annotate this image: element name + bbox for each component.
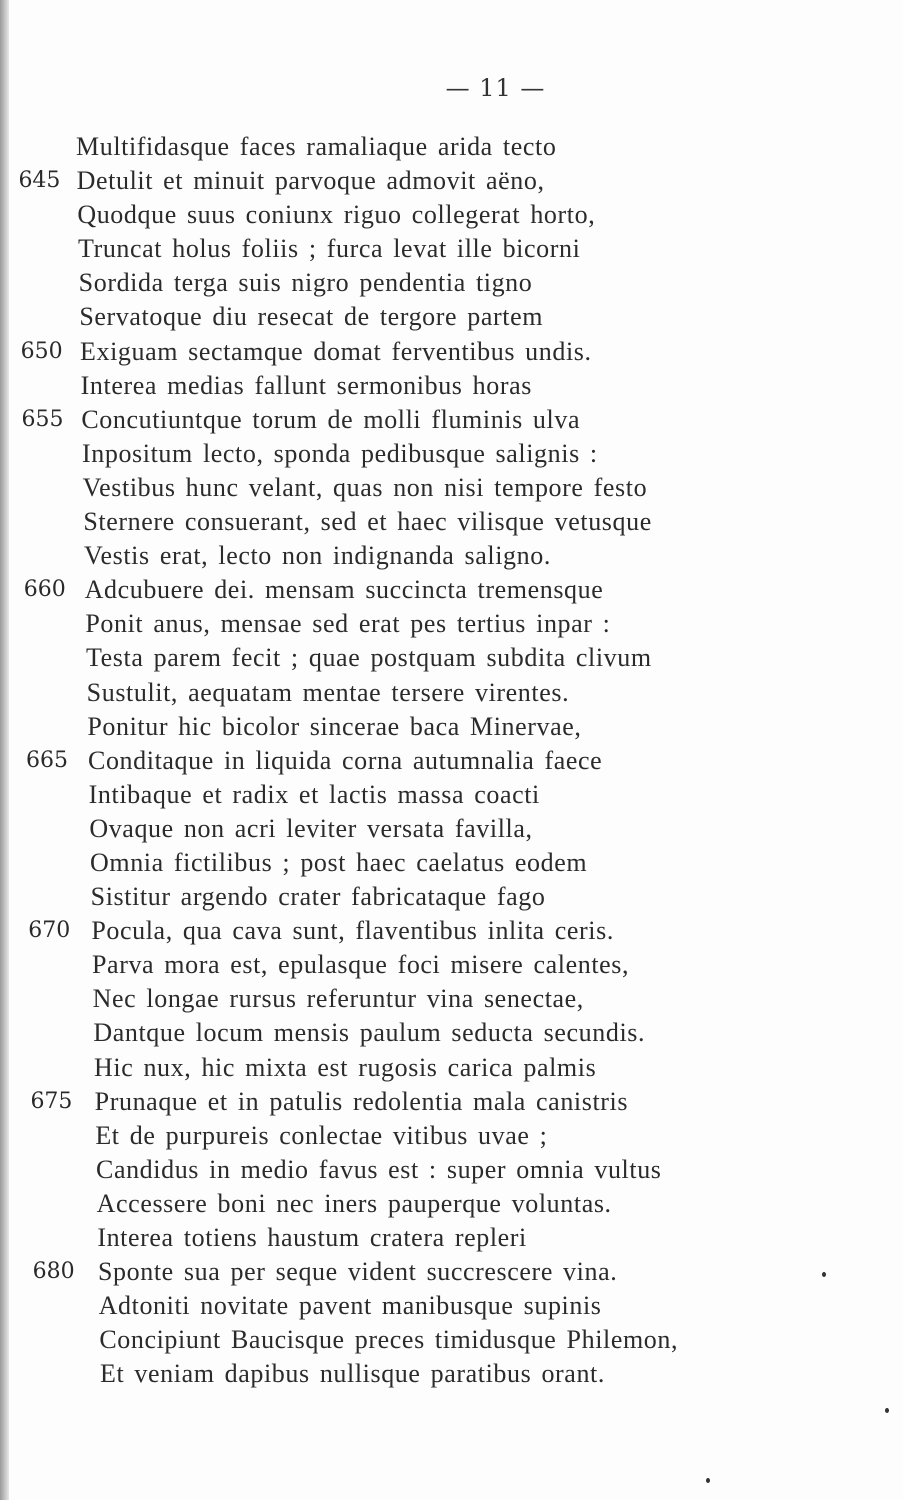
verse-line <box>18 710 878 744</box>
verse-line <box>18 982 878 1016</box>
verse-line <box>18 300 878 334</box>
verse-text: Multifidasque faces ramaliaque arida tecto <box>76 132 557 161</box>
verse-text: Pocula, qua cava sunt, flaventibus inlita ceris. <box>91 916 614 946</box>
verse-text: Sustulit, aequatam mentae tersere virentes. <box>86 677 570 707</box>
verse-line <box>18 1255 878 1289</box>
verse-text: Exiguam sectamque domat ferventibus undis. <box>80 336 592 366</box>
verse-text: Prunaque et in patulis redolentia mala canistris <box>94 1086 629 1116</box>
verse-line <box>18 573 878 607</box>
verse-text: Ponit anus, mensae sed erat pes tertius inpar : <box>85 609 611 639</box>
verse-line <box>18 1221 878 1255</box>
line-number: 665 <box>26 747 68 773</box>
verse-text: Et veniam dapibus nullisque paratibus orant. <box>100 1359 605 1389</box>
verse-text: Sistitur argendo crater fabricataque fago <box>90 882 546 912</box>
verse-text: Detulit et minuit parvoque admovit aëno, <box>76 166 545 196</box>
verse-text: Quodque suus coniunx riguo collegerat horto, <box>77 200 596 230</box>
verse-line <box>18 539 878 573</box>
verse-line <box>18 505 878 539</box>
verse-line <box>18 198 878 232</box>
verse-line <box>18 676 878 710</box>
verse-line <box>18 914 878 948</box>
verse-text: Sordida terga suis nigro pendentia tigno <box>78 268 533 298</box>
verse-text: Candidus in medio favus est : super omnia vultus <box>96 1154 662 1184</box>
scan-speck <box>885 1408 889 1413</box>
verse-text: Nec longae rursus referuntur vina senectae, <box>92 984 584 1014</box>
verse-text: Concutiuntque torum de molli fluminis ulva <box>81 404 581 434</box>
verse-line <box>18 1016 878 1050</box>
verse-text: Adtoniti novitate pavent manibusque supinis <box>98 1291 602 1321</box>
verse-line <box>18 1085 878 1119</box>
verse-text: Intibaque et radix et lactis massa coacti <box>88 779 540 809</box>
verse-line <box>18 1153 878 1187</box>
verse-text: Accessere boni nec iners pauperque voluntas. <box>96 1188 612 1218</box>
verse-line <box>18 880 878 914</box>
line-number: 650 <box>20 338 63 364</box>
verse-line <box>18 1357 878 1391</box>
page-number: — 11 — <box>445 74 546 102</box>
verse-line <box>18 232 878 266</box>
verse-line <box>18 335 878 369</box>
verse-text: Hic nux, hic mixta est rugosis carica palmis <box>94 1052 597 1082</box>
verse-text: Testa parem fecit ; quae postquam subdita clivum <box>86 643 652 673</box>
scan-speck <box>706 1478 710 1483</box>
verse-text: Et de purpureis conlectae vitibus uvae ; <box>95 1120 548 1150</box>
verse-line <box>18 266 878 300</box>
scan-speck <box>822 1272 826 1277</box>
verse-text: Sternere consuerant, sed et haec vilisque vetusque <box>83 507 652 537</box>
verse-line <box>18 846 878 880</box>
verse-line <box>18 948 878 982</box>
verse-text: Truncat holus foliis ; furca levat ille bicorni <box>78 234 581 264</box>
verse-line <box>18 812 878 846</box>
verse-text: Inpositum lecto, sponda pedibusque salignis : <box>82 438 598 468</box>
verse-line <box>18 1119 878 1153</box>
line-number: 680 <box>32 1259 75 1285</box>
verse-text: Vestis erat, lecto non indignanda saligno. <box>84 541 551 571</box>
verse-line <box>18 1187 878 1221</box>
verse-line <box>18 437 878 471</box>
verse-text: Servatoque diu resecat de tergore partem <box>79 302 544 332</box>
line-number: 655 <box>21 406 64 432</box>
line-number: 675 <box>30 1088 73 1114</box>
verse-line <box>18 369 878 403</box>
verse-line <box>18 1323 878 1357</box>
verse-line <box>18 403 878 437</box>
verse-text: Ovaque non acri leviter versata favilla, <box>89 813 533 843</box>
verse-line <box>18 471 878 505</box>
verse-text: Parva mora est, epulasque foci misere calentes, <box>92 950 630 980</box>
verse-text: Concipiunt Baucisque preces timidusque Philemon, <box>99 1325 679 1355</box>
verse-line <box>18 641 878 675</box>
verse-line <box>18 744 878 778</box>
verse-text: Ponitur hic bicolor sincerae baca Minervae, <box>87 711 582 741</box>
verse-line <box>18 607 878 641</box>
verse-text: Conditaque in liquida corna autumnalia faece <box>88 745 603 775</box>
poem-text <box>18 130 878 1391</box>
verse-text: Vestibus hunc velant, quas non nisi tempore festo <box>82 472 648 502</box>
verse-text: Omnia fictilibus ; post haec caelatus eodem <box>90 847 588 877</box>
verse-text: Interea medias fallunt sermonibus horas <box>80 370 532 400</box>
verse-line <box>18 164 878 198</box>
page-gutter-shadow <box>0 0 9 1500</box>
verse-line <box>18 1289 878 1323</box>
verse-text: Sponte sua per seque vident succrescere vina. <box>98 1257 618 1287</box>
line-number: 660 <box>23 577 66 603</box>
verse-text: Adcubuere dei. mensam succincta tremensque <box>84 575 604 605</box>
verse-line <box>18 1051 878 1085</box>
verse-text: Dantque locum mensis paulum seducta secundis. <box>93 1018 646 1048</box>
line-number: 670 <box>28 918 71 944</box>
line-number: 645 <box>18 168 61 194</box>
verse-line <box>18 130 878 164</box>
verse-line <box>18 778 878 812</box>
verse-text: Interea totiens haustum cratera repleri <box>97 1223 527 1252</box>
